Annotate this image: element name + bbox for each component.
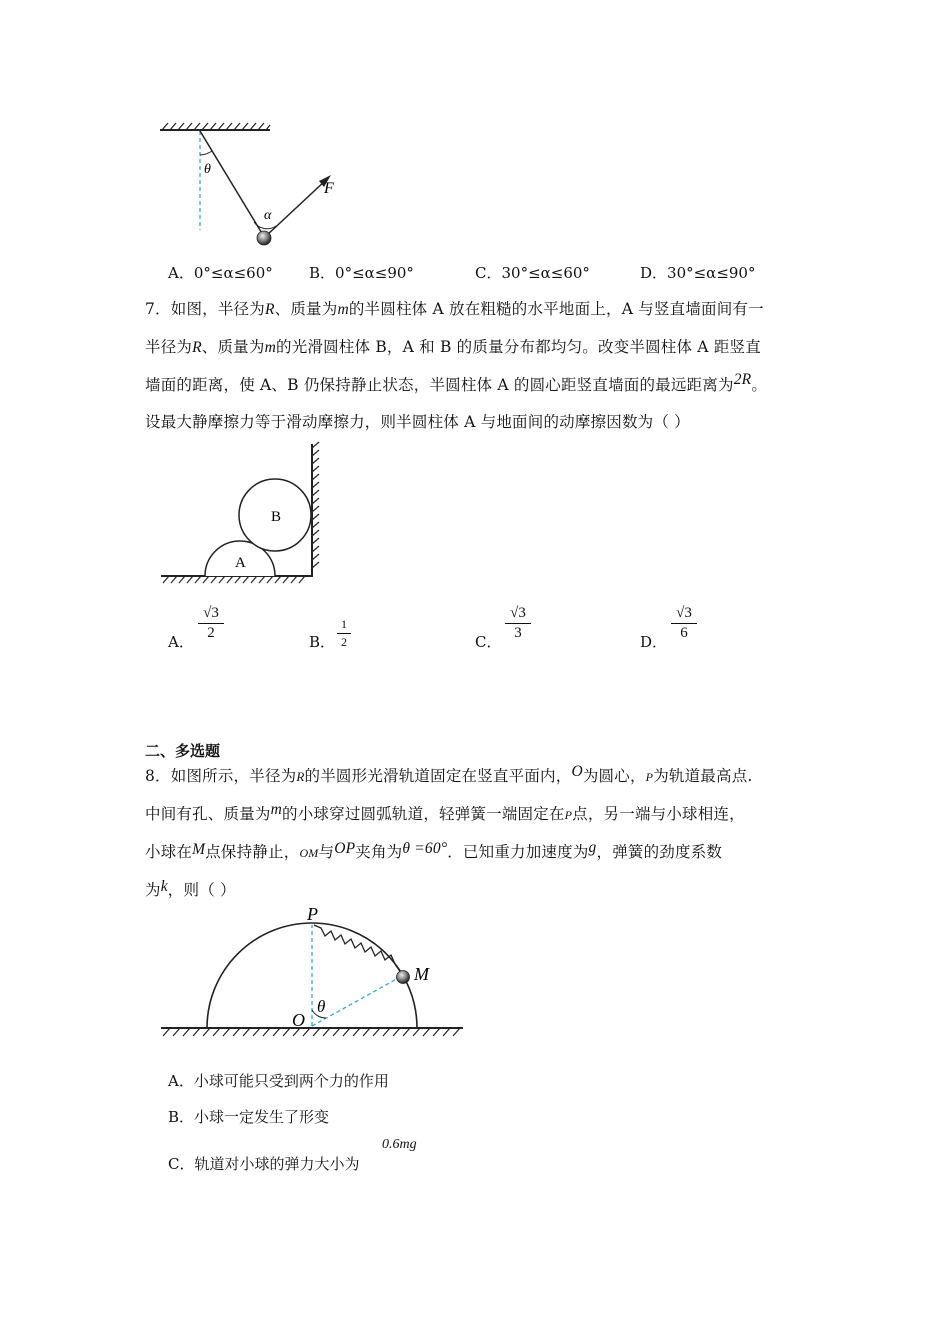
label-b: B	[271, 509, 282, 525]
q7-option-c-letter[interactable]: C．	[475, 633, 502, 651]
q7-option-b-fraction: 1 2	[337, 617, 351, 650]
alpha-label: α	[264, 208, 272, 223]
q7-line-4: 设最大静摩擦力等于滑动摩擦力，则半圆柱体 A 与地面间的动摩擦因数为（ ）	[145, 413, 690, 431]
label-p: P	[307, 904, 318, 924]
force-arrow	[266, 180, 326, 236]
q7-option-c-fraction: √3 3	[505, 605, 531, 642]
q8-option-a[interactable]: A．小球可能只受到两个力的作用	[168, 1072, 389, 1090]
q7-option-a-letter[interactable]: A．	[168, 633, 194, 651]
q6-option-d[interactable]: D．30°≤α≤90°	[640, 264, 756, 282]
spring	[314, 925, 402, 974]
q7-line-2: 半径为R、质量为m的光滑圆柱体 B，A 和 B 的质量分布都均匀。改变半圆柱体 A 距竖直	[145, 338, 761, 356]
string	[200, 131, 263, 235]
q6-figure	[150, 118, 350, 253]
q7-option-d-fraction: √3 6	[671, 605, 697, 642]
q6-option-a[interactable]: A．0°≤α≤60°	[168, 264, 273, 282]
q8-line-3: 小球在M点保持静止，OM与OP夹角为θ =60°．已知重力加速度为g，弹簧的劲度系数	[145, 839, 723, 861]
q8-line-2: 中间有孔、质量为m的小球穿过圆弧轨道，轻弹簧一端固定在P点，另一端与小球相连，	[145, 801, 745, 823]
ground-hatch	[163, 576, 305, 583]
section-title: 二、多选题	[145, 742, 221, 760]
q7-option-a-fraction: √3 2	[198, 605, 224, 642]
om-line	[312, 976, 402, 1026]
force-label: F	[324, 180, 334, 197]
q8-figure	[155, 900, 475, 1050]
q8-line-4: 为k，则（ ）	[145, 878, 236, 899]
q6-option-c[interactable]: C．30°≤α≤60°	[475, 264, 590, 282]
label-theta: θ	[317, 997, 326, 1016]
wall-hatch	[312, 442, 319, 568]
q7-option-b-letter[interactable]: B．	[309, 633, 336, 651]
ball	[257, 231, 271, 245]
label-m: M	[414, 964, 429, 984]
label-a: A	[235, 555, 246, 571]
q7-option-d-letter[interactable]: D．	[640, 633, 668, 651]
q8-line-1: 8．如图所示，半径为R的半圆形光滑轨道固定在竖直平面内，O为圆心，P为轨道最高点.	[145, 763, 753, 785]
theta-label: θ	[204, 162, 211, 177]
q7-line-1: 7．如图，半径为R、质量为m的半圆柱体 A 放在粗糙的水平地面上，A 与竖直墙面间有一	[145, 300, 764, 318]
q6-option-b[interactable]: B．0°≤α≤90°	[309, 264, 414, 282]
ceiling-hatch	[162, 123, 270, 130]
ball-m	[397, 971, 410, 984]
q8-option-c-value: 0.6mg	[382, 1137, 417, 1152]
ground-hatch	[163, 1028, 460, 1036]
q8-option-b[interactable]: B．小球一定发生了形变	[168, 1108, 330, 1126]
label-o: O	[292, 1010, 305, 1030]
q7-figure	[155, 440, 325, 590]
q8-option-c[interactable]: C．轨道对小球的弹力大小为	[168, 1155, 360, 1173]
q7-line-3: 墙面的距离，使 A、B 仍保持静止状态，半圆柱体 A 的圆心距竖直墙面的最远距离为2R。	[145, 371, 768, 394]
